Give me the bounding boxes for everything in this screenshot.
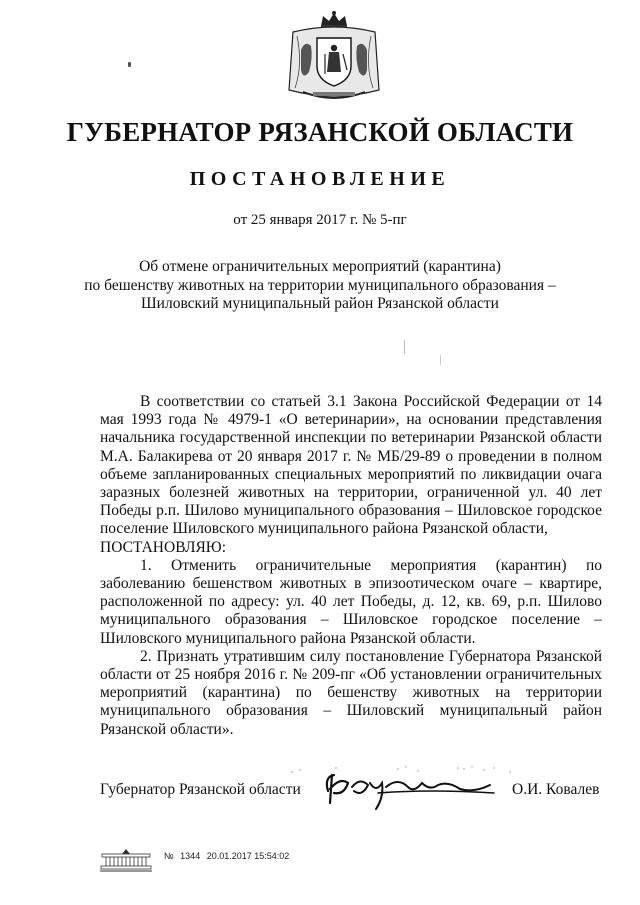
clause-1: 1. Отменить ограничительные мероприятия (карантин) по заболеванию бешенством животных в эпизоотическом очаге – квартире, расположенной по адресу: ул. 40 лет Победы, д. 12, кв. 69, р.п. Шилово муниципального образования – Шиловское городское поселение – Шиловского муниципального района Рязанской области. xyxy=(100,556,602,647)
building-logo-icon xyxy=(100,848,152,872)
registration-stamp xyxy=(164,851,293,861)
document-body xyxy=(100,393,602,739)
document-subject xyxy=(0,258,640,314)
signatory-position: Губернатор Рязанской области xyxy=(100,781,301,798)
registration-mark: № xyxy=(164,851,174,861)
coat-of-arms-emblem xyxy=(283,10,385,106)
signatory-name: О.И. Ковалев xyxy=(512,781,600,798)
preamble-text: В соответствии со статьей 3.1 Закона Российской Федерации от 14 мая 1993 года № 4979-1 «О ветеринарии», на основании представления начальника государственной инспекции по ветеринарии Рязанской области М.А. Балакирева от 20 января 2017 г. № МБ/29-89 о проведении в полном объеме запланированных специальных мероприятий по ликвидации очага заразных болезней животных на территории, ограниченной ул. 40 лет Победы р.п. Шилово муниципального образования – Шиловское городское поселение Шиловского муниципального района Рязанской области, xyxy=(100,393,602,538)
preamble-paragraph xyxy=(100,393,602,557)
subject-line: Об отмене ограничительных мероприятий (карантина) xyxy=(139,258,501,275)
resolve-word: ПОСТАНОВЛЯЮ: xyxy=(100,538,227,556)
issuer-title: ГУБЕРНАТОР РЯЗАНСКОЙ ОБЛАСТИ xyxy=(66,117,574,147)
scan-speck xyxy=(128,62,131,67)
document-type: ПОСТАНОВЛЕНИЕ xyxy=(189,168,451,190)
handwritten-signature xyxy=(318,763,508,813)
document-date-number: от 25 января 2017 г. № 5-пг xyxy=(233,212,407,228)
registration-timestamp: 20.01.2017 15:54:02 xyxy=(206,851,290,861)
clause-2: 2. Признать утратившим силу постановление Губернатора Рязанской области от 25 ноября 2016 г. № 209-пг «Об установлении ограничительных мероприятий (карантина) по бешенству животных на территории муниципального образования – Шиловский муниципальный район Рязанской области». xyxy=(100,647,602,738)
subject-line: Шиловский муниципальный район Рязанской области xyxy=(141,295,499,312)
scan-speck xyxy=(440,355,441,365)
registration-number: 1344 xyxy=(180,851,201,861)
scan-speck xyxy=(404,340,405,354)
subject-line: по бешенству животных на территории муниципального образования – xyxy=(84,276,556,294)
